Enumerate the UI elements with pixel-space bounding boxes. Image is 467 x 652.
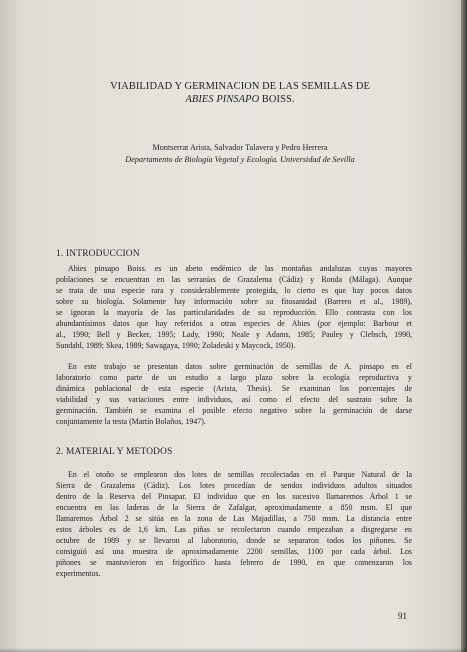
text-line: consiguió así una muestra de aproximadamente 2200 semillas, 1100 por cada árbol. Los [56,546,412,556]
title-species-suffix: BOISS. [259,94,295,105]
text-line: laboratorio como parte de un estudio a largo plazo sobre la ecología reproductiva y [56,372,412,382]
text-line: Abies pinsapo Boiss. es un abeto endémico de las montañas andaluzas cuyas mayores [68,264,412,273]
paper-title [60,80,420,106]
text-line: se ignoran la mayoría de las particularidades de su reproducción. Ello contrasta con los [56,307,412,317]
author-names: Montserrat Arista, Salvador Talavera y Pedro Herrera [152,143,328,152]
author-block [60,142,420,166]
text-line: dentro de la Reserva del Pinsapar. El individuo que en los sucesivo llamaremos Árbol 1 se [56,491,412,501]
text-line: llamaremos Árbol 2 se sitúa en la zona de Las Majadillas, a 750 msm. La distancia entre [56,513,412,523]
title-line-1: VIABILIDAD Y GERMINACION DE LAS SEMILLAS DE [110,81,370,92]
section-heading-material-metodos: 2. MATERIAL Y METODOS [56,447,173,457]
page-number: 91 [398,611,407,621]
text-line: se trata de una especie rara y considerablemente protegida, lo cierto es que hay pocos datos [56,285,412,295]
text-line: Sierra de Grazalema (Cádiz). Los lotes procedían de sendos individuos adultos situados [56,480,412,490]
intro-paragraph-1 [56,264,412,352]
methods-paragraph-1 [56,470,412,580]
text-line: germinación. También se examina el posible efecto negativo sobre la germinación de darse [56,405,412,415]
title-line-2 [60,93,420,106]
text-line: piñones se mantuvieron en frigorífico hasta febrero de 1990, en que comenzaron los [56,557,412,567]
text-line: conjuntamente la testa (Martín Bolaños, 1947). [56,416,206,426]
text-line: octubre de 1989 y se llevaron al laboratorio, donde se separaron todos los piñones. Se [56,535,412,545]
text-line: al., 1990; Bell y Becker, 1995; Lady, 1990; Neale y Adams, 1985; Pauley y Clebsch, 1990, [56,329,412,339]
text-line: viabilidad y sus variaciones entre individuos, así como el efecto del sustrato sobre la [56,394,412,404]
author-department: Departamento de Biología Vegetal y Ecología. Universidad de Sevilla [125,155,355,164]
text-line: abundantísimos datos que hay referidos a otras especies de Abies (por ejemplo: Barbour et [56,318,412,328]
text-line: experimentos. [56,568,101,578]
text-line: En el otoño se emplearon dos lotes de semillas recolectadas en el Parque Natural de la [68,470,412,479]
section-heading-introduccion: 1. INTRODUCCION [56,249,140,259]
page-bottom-shadow [0,648,467,652]
text-line: dinámica poblacional de esta especie (Arista, Thesis). Se examinan los porcentajes de [56,383,412,393]
text-line: poblaciones se encuentran en las serranías de Grazalema (Cádiz) y Ronda (Málaga). Aunque [56,274,412,284]
title-species: ABIES PINSAPO [185,94,260,105]
text-line: Sundahl, 1989; Skea, 1989; Sawagaya, 1990; Zoladeski y Maycock, 1950). [56,340,296,350]
text-line: En este trabajo se presentan datos sobre germinación de semillas de A. pinsapo en el [68,362,412,371]
text-line: encuentra en las laderas de la Sierra de Zafalgar, aproximadamente a 850 msm. El que [56,502,412,512]
text-line: sobre su biología. Solamente hay información sobre su fitosanidad (Barrero et al., 1989), [56,296,412,306]
intro-paragraph-2 [56,362,412,428]
text-line: estos árboles es de 1,6 km. Las piñas se recolectaron cuando empezaban a disgregarse en [56,524,412,534]
page-edge-shadow [461,0,467,652]
